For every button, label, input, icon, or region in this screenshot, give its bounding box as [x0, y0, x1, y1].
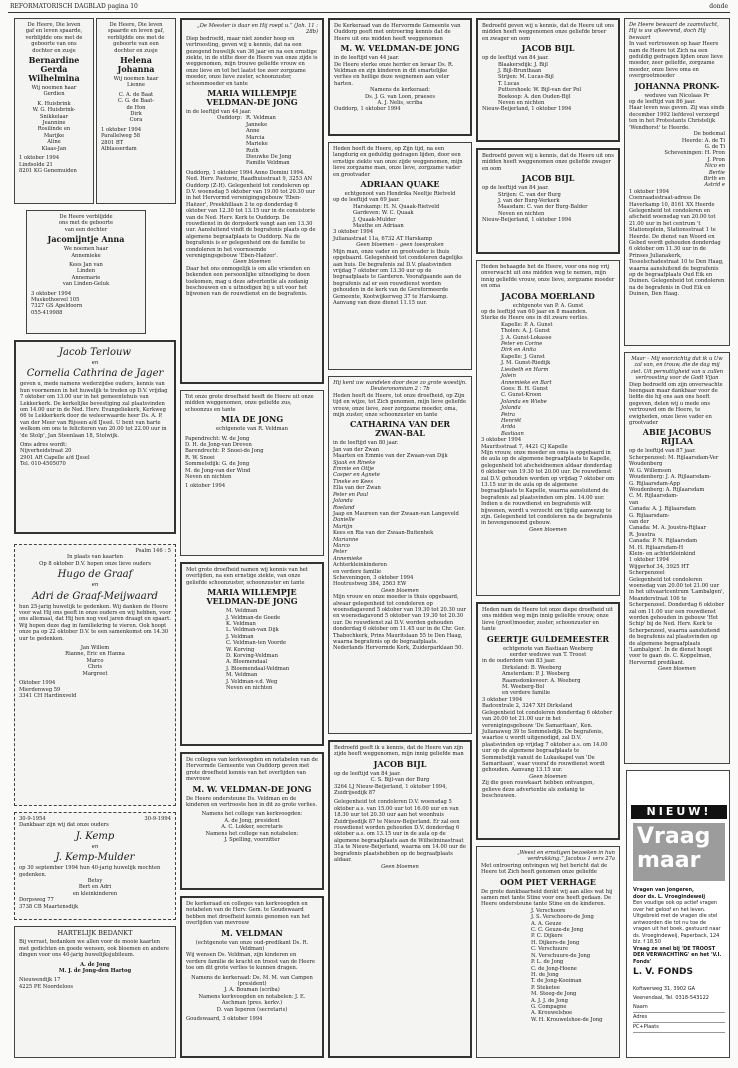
- ad-intro: De Heere verblijdde ons met de geboorte van een dochter: [58, 214, 114, 233]
- husband-name: J. Kemp: [75, 830, 115, 842]
- ad-intro: Heden heeft de Heere, tot onze droefheid, op Zijn tijd en wijze, tot Zich genomen, mijn lieve geliefde vrouw, onze lieve, zeer zorgzame moeder, oma, mijn zuster, onze schoonzuster en tante: [333, 392, 467, 419]
- ad-footer: Zij die geen rouwkaart hebben ontvangen, gelieve deze advertentie als zodanig te beschouwen.: [482, 780, 595, 799]
- anniversary-ad-de-graaf: [14, 544, 176, 806]
- family-list: K. Huisbrink W. G. Huisbrink- Snikkelaar Jeannine Rosilinde en Marijke Aline Klaas-Jan: [32, 100, 76, 152]
- ad-intro: Heden behaagde het de Heere, voor ons nog vrij onverwacht uit ons midden weg te nemen, mijn innig geliefde vrouw, onze lieve, zorgzame moeder en oma: [481, 264, 615, 290]
- deceased-name: MARIA WILLEMPJE VELDMAN-DE JONG: [206, 88, 298, 108]
- ad-intro: Dankbaar zijn wij dat onze ouders: [19, 822, 109, 829]
- address: Oms adres wordt: Nijverheidstraat 20 2901 AR Capelle a/d IJssel Tel. 010-4505070: [20, 442, 90, 468]
- family-list: Kapelle: P. A. Gunst Tholen: A. J. Gunst J. A. Gunst-Lokasse Peter en Corine Dirk en Anita Kapelle: J. Gunst J. M. Gunst-Riedijk Liesbeth en Harm Jolein Annemieke en Bart Goes: B. H. Gunst C. Gunst-Kroon Jolanda en Wiebe Jolanda Petra Henriët Arida Bastiaan: [501, 321, 553, 437]
- form-field-city[interactable]: PC+Plaats: [633, 1023, 725, 1033]
- ad-footer: Daar het ons onmogelijk is om alle vrienden en bekenden een persoonlijke uitnodiging te doen toekomen, mag u deze advertentie als zodanig beschouwen en u uitnodigen bij u uit voor het bijwonen van de rouwdienst en de begrafenis.: [186, 265, 311, 298]
- birth-ad-linden: [26, 210, 146, 334]
- deceased-spouse: echtgenoot van Hendrika Neeltje Rietveld: [344, 191, 456, 198]
- family-list: J. Verschoore J. S. Verschoore-de Jong A. A. Geuze C. C. Geuze-de Jong P. C. Dijkers H. Dijkers-de Jong C. Verschuure N. Verschuure-de Jong P. L. de Jong C. de Jong-Hoene H. de Jong T. de Jong-Kooiman P. Steketee M. Steeg-de Jong A. J. J. de Jong G. Compagne A. Krouwelshoe W. H. Krouwelshoe-de Jong: [531, 907, 603, 1023]
- family-list: Papendrecht: W. de Jong D. H. de Jong-van Dreven Barendrecht: P. Snoei-de Jong R. W. Snoei Sommelsdijk: G. de Jong M. de Jong-van der Wind Neven en nichten: [185, 435, 264, 481]
- address: Mauritsstraat 7, 4421 CJ Kapelle: [481, 443, 568, 450]
- obituary-bijl-in-laws: [476, 148, 620, 254]
- ad-body: De Heere ondersteune Ds. Veldman en de kinderen en vertrooste hen in dit zo grote verlies.: [186, 795, 318, 809]
- address: Julianastraat 11a, 6732 AT Harskamp: [333, 235, 433, 242]
- ad-place: Scheveningen, 3 oktober 1994: [333, 574, 414, 581]
- address: 3 oktober 1994 Muskothoevel 105 7327 GS Apeldoorn 055-419988: [31, 290, 83, 316]
- deceased-name: CATHARINA VAN DER ZWAN-BAL: [349, 419, 451, 439]
- deceased-former-spouse: eerder weduwe van T. Troost: [509, 652, 587, 659]
- obituary-veldman-family: [180, 18, 324, 384]
- obituary-guldemeester: [476, 602, 620, 840]
- ad-body: Haar leven was geven. Zij was sinds december 1992 liefdevol verzorgd ten in het Protestants Christelijk 'Wendhorst' te Heerde.: [629, 105, 725, 131]
- ad-date: 1 oktober 1994: [629, 557, 670, 564]
- address: Nieuwendijk 17 4225 PE Noordeloos: [19, 977, 74, 990]
- form-field-address[interactable]: Adres: [633, 1013, 725, 1023]
- family-block: [186, 115, 318, 166]
- book-title: Vraag maar: [633, 823, 725, 881]
- deceased-name: MIA DE JONG: [220, 414, 284, 425]
- ad-date: Nieuw-Beijerland, 1 oktober 1994: [482, 217, 572, 224]
- ad-body: Sterke de Heere ons in dit zware verlies.: [481, 315, 589, 322]
- ad-intro: De Heere, Die leven gaf en leven spaarde, verblijdde ons met de geboorte van ons dochter en zusje: [25, 22, 83, 54]
- and-text: en: [91, 360, 99, 366]
- family-list: Betsy Bert en Adri en kleinkinderen: [72, 878, 118, 897]
- ad-intro: Met grote droefheid namen wij kennis van het overlijden, na een ernstige ziekte, van onze geliefde schoonzuster, schoonzuster en tante: [186, 567, 308, 586]
- ad-body: geven u, mede namens wederzijdse ouders, kennis van hun voornemen in het huwelijk te treden op D.V. vrijdag 7 oktober om 13.00 uur in het gemeentehuis van Lekkerkerk. De kerkelijke bevestiging zal plaatsvinden om 14.00 uur in de Ned. Herv. Evangeliekerk, Kerkweg 66 te Lekkerkerk door de weleerwaarde heer Ds. A. P. van der Meer van Rijssen a/d IJssel. U bent van harte welkom om ons te feliciteren van 20.00 tot 22.00 uur in 'de Stolp', Jan Steenlaan 18, Stolwijk.: [20, 381, 168, 439]
- deceased-note: (echtgenote van onze oud-predikant Ds. R. Veldman): [195, 939, 309, 953]
- family-list: Strijen: C. van der Burg J. van der Burg-Verkerk Maasdam: C. van der Burg-Balder Neven en nichten: [498, 191, 588, 217]
- ad-body: Wij wensen Ds. Veldman, zijn kinderen en verdere familie de kracht en troost van de Heere toe om dit grote verlies te kunnen dragen.: [186, 952, 315, 972]
- ad-intro: Diep bedroefd om zijn onverwachte heengaan maar dankbaar voor de liefde die hij ons aan ons heeft gegeven, delen wij u mede ons vertrouwd om de Heere, te ewigheden, onze lieve vader en grootvader: [629, 381, 723, 427]
- deceased-age: op de leeftijd van 84 jaar.: [334, 770, 401, 777]
- address: 1 oktober 1994 Lindsolde 21 8201 KG Genemuiden: [19, 155, 77, 174]
- family-list: Kees Jan van Linden Annemarie van Linden-Geluk: [62, 262, 110, 288]
- signature: C. S. Bijl-van der Burg: [370, 777, 430, 784]
- deceased-name: JOHANNA PRONK-: [634, 80, 720, 91]
- obituary-van-der-zwan: [328, 376, 472, 734]
- deceased-spouse: echtgenote van P. A. Gunst: [512, 302, 584, 309]
- child-name: Bernardine Gerda Wilhelmina: [28, 55, 80, 84]
- deceased-name: MARIA WILLEMPJE VELDMAN-DE JONG: [206, 587, 298, 607]
- deceased-age: in de leeftijd van 44 jaar.: [334, 55, 400, 62]
- bible-quote: „De Meester is daar en Hij roept u.” (Joh. 11 : 28b): [197, 23, 318, 36]
- no-flowers-note: Geen bloemen: [233, 259, 271, 266]
- ad-date: 1 oktober 1994: [629, 188, 670, 195]
- family-list: Dirksland: B. Weeberg Amsterdam: P. J. Weeberg Raamsdonksveer: A. Weeberg M. Weeberg-Bol en verdere familie: [502, 664, 581, 697]
- deceased-name: M. VELDMAN: [221, 927, 283, 938]
- deceased-age: op de leeftijd van 60 jaar en 8 maanden.: [481, 309, 588, 316]
- ad-intro-1: In plaats van kaarten: [67, 554, 123, 561]
- address: 3264 LJ Nieuw-Beijerland, 1 oktober 1994, Zuidrijsedijk 87: [334, 783, 448, 797]
- obituary-church-goudswaard: [180, 896, 324, 1058]
- no-flowers-note: Geen bloemen: [381, 587, 419, 594]
- signature: Namens het college van kerkvoogden: A. de Jong, president A. C. Lokker, secretaris Namens het college van notabelen: J. Spelling, voorzitter: [201, 811, 303, 844]
- deceased-age: op de leeftijd van 69 jaar.: [333, 197, 400, 204]
- deceased-age: in de leeftijd van 44 jaar.: [186, 109, 252, 116]
- husband-name: Hugo de Graaf: [57, 569, 133, 581]
- obituary-veldman-in-laws: [180, 562, 324, 746]
- deceased-age: in de leeftijd van 80 jaar.: [333, 440, 399, 447]
- deceased-spouse: weduwe van Nicolaas Pr: [644, 92, 710, 99]
- bible-quote: Maar – Mij voorzichtig dat ik u Uw zal van, en trouw, die de dag mij ziet. Uit pernuttigheid van u zullen vertroosting voor de Godt Vijan: [630, 356, 724, 382]
- ad-date: 3 oktober 1994: [333, 229, 374, 236]
- page-header: [8, 2, 730, 13]
- family-list: Blaakersdijk: J. Bijl J. Bijl-Brunthaan Strijen: M. Lucas-Bijl T. Lucas Puttershoek: W. Bijl-van der Pol Boekoop: A. den Ouden-Bijl Neven en nichten: [498, 61, 582, 107]
- ad-intro: Met ontroering ontvingen wij het bericht dat de Heere tot Zich heeft genomen onze geliefde: [481, 862, 608, 876]
- child-name: Helena Johanna: [117, 55, 155, 75]
- ad-body: Mijn vrouw en onze moeder is thuis opgebaard, alwaar gelegenheid tot condoleren op woensdagavond 5 oktober van 19.30 tot 20.30 uur en woensdagavond 5 oktober van 19.30 tot 20.30 uur. De rouwdienst zal D.V. worden gehouden donderdag 6 oktober om 11.45 uur in de Chr. Ger. Thabochkerk, Prins Mauritslaan 55 te Den Haag, waarna begrafenis op de begraafplaats. Nederlands Hervormde Kerk, Zuiderparklaan 50.: [333, 594, 466, 652]
- new-banner: NIEUW!: [631, 805, 727, 819]
- ad-intro: Bedroefd geven wij u kennis, dat de Heere uit ons midden heeft weggenomen onze geliefde zwager en oom: [482, 153, 614, 172]
- ad-intro: De colleges van kerkvoogden en notabelen van de Hervormde Gemeente van Ouddorp geven met grote droefheid kennis van het overlijden van mevrouw: [186, 757, 318, 783]
- address: Coenraadsstraat-adress De Haverkamp 10, 8161 XX Heerde: [629, 195, 715, 208]
- obituary-mia-de-jong: [180, 390, 324, 556]
- ad-body: Gelegenheid tot condoleren woensdag van 20.00 tot 21.00 uur in het uitvaartcentrum 'Lambalgen', Meanderstraat 106 te Scherpenzeel. Donderdag 6 oktober zal om 11.00 uur een rouwdienst worden gehouden in gebouw 'Het Schip' bij de Ned. Herv. Kerk te Scherpenzeel, waarna aansluitend de begrafenis zal plaatsvinden op de algemene begraafplaats 'Lambalgen'. In de dienst hoopt voor te gaan ds. C. Koppelman, Hervormd predikant.: [629, 576, 725, 666]
- ad-intro: Bedroefd geeft ik u kennis, dat de Heere van zijn zijde heeft weggenomen, mijn innig geliefde man: [334, 745, 464, 758]
- no-flowers-note: Geen bloemen – geen toespraken: [356, 242, 444, 249]
- birth-ad-de-baat: [96, 18, 176, 204]
- ad-intro: De kerkeraad en colleges van kerkvoogden en notabelen van de Herv. Gem. te Goudswaard hebben met droefheid kennis genomen van het overlijden van mevrouw: [186, 901, 310, 927]
- ad-intro: De Heere, Die leven spaarde en leven gaf, verblijdde ons met de geboorte van een dochter en zusje: [107, 22, 165, 54]
- ad-date: Nieuw-Beijerland, 1 oktober 1994: [482, 106, 572, 113]
- obituary-rijlaarsdam: [624, 352, 730, 764]
- deceased-name: ABIE JACOBUS RIJLAA: [642, 427, 712, 447]
- ad-intro: Diep bedroefd, maar niet zonder hoop en vertroosting, geven wij u kennis, dat na een gezegend huwelijk van 36 jaar en na een ernstige ziekte, in de stilte door de Heere van onze zijde is weggenomen, mijn trouwe geliefde vrouw en onze lieve en tot het laatst toe zeer zorgzame moeder, onze lieve zuster, schoonzuster, schoonmoeder en tante: [186, 35, 318, 87]
- obituary-church-ouddorp: [180, 752, 324, 890]
- book-promo-ad: [626, 770, 730, 1058]
- ad-body: Gelegenheid tot condoleren donderdag 6 oktober van 20.00 tot 21.00 uur in het verenigingsgebouw 'De Samaritaan', Ken. Julianaweg 39 te Sommelsdijk. De begrafenis, waartoe u wordt uitgenodigd, zal D.V. plaatsvinden op vrijdag 7 oktober a.s. om 14.00 uur op de algemene begraafplaats te Sommelsdijk vanuit de Lukaskapel van 'De Samaritaan', waar vooraf de rouwdienst wordt gehouden. Aanvang 13.15 uur.: [482, 709, 613, 774]
- ad-date: Ouddorp, 1 oktober 1994: [334, 106, 401, 113]
- no-flowers-note: Geen bloemen: [658, 666, 696, 673]
- ad-intro: Tot onze grote droefheid heeft de Heere uit onze midden weggenomen, onze geliefde zus, schoonzus en tante: [185, 394, 314, 413]
- ad-body: De Heere sterke onze herder en leraar Ds. R. Veldman en zijn kinderen in dit smartelijke verlies en heilige deze wegnemen aan veler harten.: [334, 61, 454, 87]
- wife-name: J. Kemp-Mulder: [55, 852, 135, 864]
- ad-body: op 30 september 1994 hun 40-jarig huwelijk mochten gedenken.: [19, 865, 161, 878]
- deceased-age: in de ouderdom van 83 jaar.: [482, 658, 556, 665]
- deceased-name: JACOBA MOERLAND: [501, 290, 595, 301]
- deceased-age: op de leeftijd van 87 jaar.: [629, 448, 696, 455]
- deceased-age: op de leeftijd van 84 jaar.: [482, 185, 549, 192]
- ad-body: De grote dankbaarheid denkt wij aan alles wat hij samen met tante Stine voor ons heeft gedaan. De Heere ondersteune tante Stine en de kinderen.: [481, 888, 613, 908]
- groom-name: Jacob Terlouw: [59, 347, 131, 358]
- family-list: Jan van der Zwan Maarten en Emmie van der Zwaan-van Dijk Sjaak en Rineke Emmie en Ottje Casper en Agnete Tineke en Kees Ella van der Zwan Peter en Paul Jolanda Roeland Jaap en Maureen van der Zwaan-van Langeveld Danielle Martijn Kees en Ria van der Zwaan-Buitenhek Marianne Marco Peter Annemieke Achterkleinkinderen en verdere familie: [333, 446, 459, 575]
- ad-intro: Heden heeft de Heere, op Zijn tijd, na een langdurig en geduldig gedragen lijden, door een ernstige ziekte van onze zijde weggenomen, mijn lieve zorgzame man, onze lieve, zorgzame vader en grootvader: [333, 146, 463, 178]
- family-list: De bodemal Heerde: A. de Ti G. de Ti Scheveningen: H. Pron J. Pron Nico en Bertie Birth en Astrid e: [664, 131, 725, 189]
- ad-intro: Bedroefd geven wij u kennis, dat de Heere uit ons midden heeft weggenomen onze geliefde broer en zwager en oom: [482, 23, 614, 42]
- place-label: Ouddorp:: [217, 115, 242, 122]
- deceased-spouse: echtgenote van R. Veldman: [216, 426, 288, 433]
- birth-ad-huisbrink: [14, 18, 94, 204]
- obituary-pronk: [624, 18, 730, 346]
- anniversary-dates: 30-9-1954 30-9-1994: [19, 816, 171, 822]
- deceased-name: GEERTJE GULDEMEESTER: [486, 633, 610, 644]
- address: 1 oktober 1994 Parallelweg 58 2801 BT Alblasserdam: [101, 126, 142, 153]
- deceased-age: op de leeftijd van 86 jaar.: [629, 99, 696, 106]
- ad-date: 3 oktober 1994: [482, 696, 523, 703]
- ad-body: Mijn man, onze vader en grootvader is thuis opgebaard. Gelegenheid tot condoleren dagelijks aan huis. De begrafenis zal D.V. plaatsvinden vrijdag 7 oktober om 13.30 uur op de begraafplaats te Garderen. Voorafgaande aan de begrafenis zal er een rouwdienst worden gehouden in de kerk van de Gereformeerde Gemeente, Kootwijkerweg 37 te Harskamp. Aanvang van deze dienst 11.15 uur.: [333, 248, 463, 306]
- family-list: Jan Willem Rianne, Eric en Hanna Marco Chris Margreet: [65, 645, 125, 677]
- bible-quote: „Weest en ernstigen bezoeken in hun verdrukking.” Jacobus 1 vers 27a: [517, 850, 615, 863]
- call-name: Wij noemen haar Lienne: [113, 76, 159, 89]
- no-flowers-note: Geen bloemen: [529, 773, 567, 780]
- deceased-name: ADRIAAN QUAKE: [360, 179, 440, 190]
- deceased-name: OOM PIET VERHAGE: [500, 876, 596, 887]
- address: Badcentrale 2, 3247 XH Dirksland: [482, 703, 573, 710]
- ad-date: 3 oktober 1994: [481, 437, 522, 444]
- family-list: C. A. de Baat C. G. de Baat- de Hon Dirk Cora: [117, 91, 155, 124]
- family-list: R. Veldman Janneke Anne Marcia Marieke Ruth Dieuwke De Jong Familie Veldman: [246, 115, 292, 167]
- child-name: Jacomijntje Anna: [47, 234, 125, 245]
- family-list: Scherpenzeel: M. Rijlaarsdam-Ver Woudenberg W. G. Willemsen Woudenberg: J. A. Rijlaarsdam- G. Rijlaarsdam-App Woudenberg: A. Rijlaarsdam C. M. Rijlaarsdam- van Canada: A. J. Rijlaarsdam G. Rijlaarsdam- van der Canada: M. A. Joustra-Rijlaar R. Joustra Canada: P. N. Rijlaarsdam M. H. Rijlaarsdam-H Klein- en achterkleinkind: [629, 454, 719, 557]
- and-text: en: [91, 582, 99, 589]
- ad-date: 1 oktober 1994: [185, 483, 226, 490]
- obituary-moerland: [476, 260, 620, 596]
- publisher-name: L. V. FONDS: [633, 967, 693, 977]
- address: Dorpsweg 77 3738 CB Maartensdijk: [19, 897, 79, 910]
- no-flowers-note: Geen bloemen: [381, 863, 419, 870]
- wedding-ad-terlouw: [14, 340, 176, 534]
- ad-date: Goudswaard, 3 oktober 1994: [186, 1016, 263, 1023]
- bible-quote: De Heere bewaart de zaamvlucht, Hij is uw afkeerend, doch Hij bewaart: [629, 22, 719, 41]
- deceased-name: M. W. VELDMAN-DE JONG: [340, 43, 460, 54]
- deceased-age: op de leeftijd van 84 jaar.: [482, 55, 549, 62]
- header-left: REFORMATORISCH DAGBLAD pagina 10: [10, 3, 138, 10]
- signature: Namens de kerkeraad: Ds. J. G. van Loon, praeses A. J. Nelis, scriba: [364, 87, 436, 107]
- form-field-name[interactable]: Naam: [633, 1003, 725, 1013]
- ad-body-2: Gelegenheid tot condoleren en afscheid woensdag van 20.00 tot 21.00 uur in het centrum 't Stationsplein, Stationsstraat 1 te Heerde. De dienst van Woord en Gebed wordt gehouden donderdag 6 oktober om 11.30 uur in de Prinses Julianakerk, Tesselschadestraat 10 te Den Haag, waarna aansluitend de begrafenis op de begraafplaats Oud Eik en Duinen. Gelegenheid tot condoleren na de begrafenis in Oud Eik en Duinen, Den Haag.: [629, 207, 725, 298]
- ad-intro: De Kerkeraad van de Hervormde Gemeente van Ouddorp geeft met ontroering kennis dat de Heere uit ons midden heeft weggenomen: [334, 23, 461, 42]
- call-name: We noemen haar Annemieke: [63, 246, 109, 259]
- thank-you-ad-de-jong: [14, 926, 176, 1058]
- signature: A. de Jong M. J. de Jong-den Hartog: [58, 961, 132, 975]
- family-list: Harskamp: H. N. Quaak-Rietveld Gardeven: W. C. Quaak J. Quaak-Mulder Mauthe en Adriaan: [353, 203, 440, 230]
- family-list: M. Veldman J. Veldman-de Goede K. Veldman L. Veldman-van Dijk J. Veldman C. Veldman-ten Voorde W. Korving D. Korving-Veldman A. Bloemendaal J. Bloemendaal-Veldman M. Veldman J. Veldman-v.d. Weg Neven en nichten: [226, 608, 290, 692]
- address: Oktober 1994 Mierdenweg 59 3341 CH Hardinxveld: [19, 680, 77, 699]
- anniversary-ad-kemp: [14, 812, 176, 920]
- order-form: Koftwerweg 31, 3902 GA Veenendaal, Tel. 0318-543122 Naam Adres PC+Plaats: [633, 985, 725, 1033]
- psalm-ref: Psalm 146 : 5: [135, 548, 171, 554]
- ad-intro: In vast vertrouwen op haar Heere nam de Heere tot Zich na een geduldig gedragen lijden onze lieve moeder, zeer geliefde, zorgzame moeder, onze lieve oma en overgrootmoeder: [629, 41, 723, 80]
- ad-body-2: Mijn vrouw, onze moeder en oma is opgebaard in de aula op de algemene begraafplaats te Kapelle, gelegenheid tot afscheidnemen aldaar donderdag 6 oktober van 19.30 tot 20.00 uur. De rouwdienst zal D.V. gehouden worden op vrijdag 7 oktober om 13.15 uur in de aula op de algemene begraafplaats te Kapelle, waarna aansluitend de begrafenis zal plaatsvinden om plm. 14.00 uur. Indien u de rouwdienst en begrafenis wilt bijwonen, wordt u verzocht om tijdig aanwezig te zijn. Gelegenheid tot condoleren na de begrafenis in bovengenoemd gebouw.: [481, 449, 615, 527]
- address: Wijgerhof 34, 3925 HT Scherpenzeel: [629, 563, 690, 577]
- ad-body: hun 25-jarig huwelijk te gedenken. Wij danken de Heere voor wat Hij ons geeft in onze ouders en wij hebben, voor ons allemaal, dat Hij hen nog veel jaren draagt en spaart. Wij hopen deze dag in familiekring te vieren. Ook hoopt onze pa op 22 oktober D.V. te een samenkomst om 14.30 uur te gedenken.: [19, 603, 171, 642]
- deceased-name: JACOB BIJL: [373, 758, 427, 769]
- ad-title: HARTELIJK BEDANKT: [57, 929, 133, 937]
- obituary-bijl-widow: [328, 740, 472, 1058]
- ad-body: Gelegenheid tot condoleren D.V. woensdag 5 oktober a.s. van 15.00 uur tot 16.00 uur en van 18.30 uur tot 20.30 uur aan het woonhuis Zuidrijsedijk 87 te Nieuw-Beijerland. Er zal een rouwdienst worden gehouden D.V. donderdag 6 oktober a.s. om 13.15 uur in de aula op de algemene begraafplaats aan de Wilhelminastraat 31a te Nieuw-Beijerland, waarna om 14.00 uur de begrafenis plaatshebben op de begraafplaats aldaar.: [334, 799, 466, 864]
- ad-intro: Heden nam de Heere tot onze diepe droefheid uit ons midden weg mijn innig geliefde vrouw, onze lieve (groot)moeder, zuster, schoonzuster en tante: [482, 607, 613, 633]
- ad-body: Ouddorp, 1 oktober 1994 Anno Domini 1994. Ned. Herv. Pastorie, Raadhuisstraat 9, 3253 AN Ouddorp (Z-H). Gelegenheid tot condoleren op D.V. woensdag 5 oktober van 19.00 tot 20.30 uur in het Hervormd verenigingsgebouw 'Eben-Haëzer', Preekhillaan 2 te op donderdag 6 oktober van 12.30 tot 13.15 uur in de consistorie van de Ned. Herv. Kerk te Ouddorp. De rouwdienst in de dorpskerk vangt aan om 13.30 uur. Aansluitend vindt de begrafenis plaats op de algemene begraafplaats te Ouddorp. Na de begrafenis is er gelegenheid om de familie te condoleren in het voornoemde verenigingsgebouw 'Eben-Haëzer'.: [186, 169, 316, 259]
- deceased-name: JACOB BIJL: [521, 173, 575, 184]
- wife-name: Adri de Graaf-Meijwaard: [32, 590, 158, 602]
- deceased-name: JACOB BIJL: [521, 43, 575, 54]
- obituary-verhage: [476, 846, 620, 1058]
- obituary-bijl-siblings: [476, 18, 620, 142]
- deceased-name: M. W. VELDMAN-DE JONG: [192, 783, 312, 794]
- obituary-quake: [328, 142, 472, 370]
- call-name: Wij noemen haar Gerdien: [31, 85, 77, 98]
- deceased-spouse: echtgenote van Bastiaan Weeberg: [503, 645, 593, 652]
- no-flowers-note: Geen bloemen: [529, 526, 567, 533]
- address: Houtrustweg 384, 2563 EW: [333, 581, 407, 588]
- bride-name: Cornelia Cathrina de Jager: [26, 368, 164, 380]
- ad-intro-2: Op 8 oktober D.V. hopen onze lieve ouders: [39, 560, 151, 567]
- ad-body: Bij verrast, bedanken we allen voor de mooie kaarten met gedichten en goede wensen, ook bloemen en andere dingen voor ons 40-jarig huwelijksjubileum.: [19, 939, 169, 959]
- header-right: donde: [709, 3, 728, 10]
- obituary-church-council: [328, 18, 472, 136]
- signature: Namens de kerkeraad: Ds. M. M. van Campen (president) J. A. Bouman (scriba) Namens kerkvoogden en notabelen: J. E. Aschman (pres. kerkv.) D. van Ieperen (secretaris): [191, 974, 313, 1013]
- book-description: Vragen van jongeren, door ds. L. Vroegindeweij Een voudige ook op actief vragen over het geloof en het leven. Uitgebreid met de vragen die stel antwoorden die tot nu toe de vragen uit het boek, gestuurd naar ds. Vroegindeweij, Paperback, 124 blz. f 18,50 Vraag ze snel bij 'DE TROOST DER VERWACHTING' en het 'V.I. Fonds': [633, 887, 722, 965]
- and-text: en: [91, 843, 99, 850]
- bible-quote: Hij kent uw wandelen door deze zo grote woestijn. Deuteronomium 2 : 7b: [333, 380, 467, 393]
